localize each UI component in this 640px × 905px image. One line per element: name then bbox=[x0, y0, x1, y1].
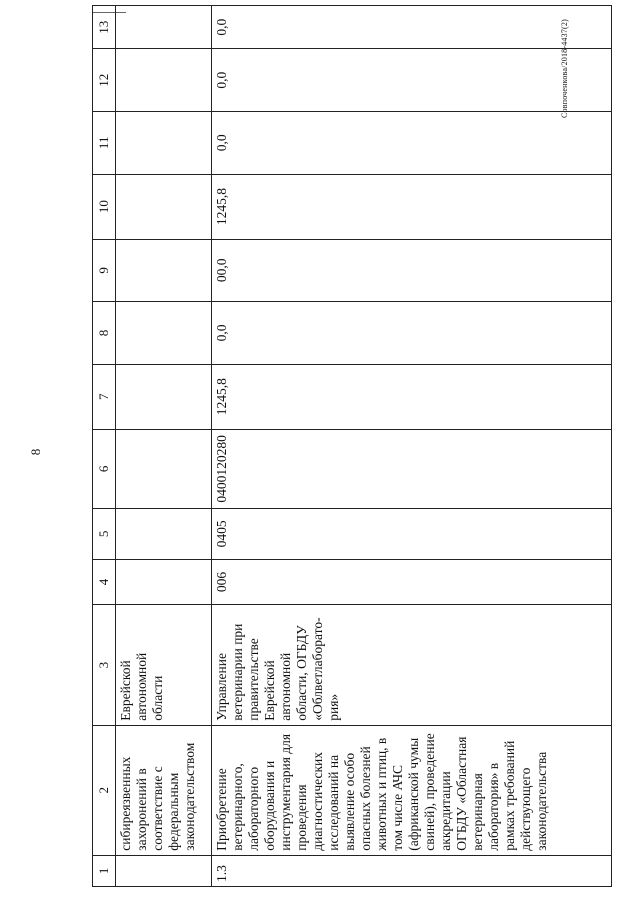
cell-value bbox=[116, 302, 212, 365]
table-row-1-3 bbox=[212, 6, 612, 887]
cell-csr: 0400120280 bbox=[212, 429, 612, 508]
cell-number: 1.3 bbox=[212, 855, 612, 886]
cell-responsible: Еврейской автономной области bbox=[116, 605, 212, 725]
cell-grbs: 006 bbox=[212, 559, 612, 605]
header-row bbox=[93, 6, 116, 887]
cell-value bbox=[116, 559, 212, 605]
col-header-6: 6 bbox=[93, 429, 116, 508]
col-header-7: 7 bbox=[93, 364, 116, 429]
col-header-3: 3 bbox=[93, 605, 116, 725]
cell-value-9: 00,0 bbox=[212, 239, 612, 302]
document-stamp: Совпоченкова/2018-4437(2) bbox=[560, 19, 569, 118]
cell-responsible: Управление ветеринарии при правительстве Еврейской автономной области, ОГБДУ «Облветлаборато-рия» bbox=[212, 605, 612, 725]
cell-value bbox=[116, 364, 212, 429]
cell-rzpr: 0405 bbox=[212, 509, 612, 560]
cell-value bbox=[116, 112, 212, 175]
cell-value bbox=[116, 49, 212, 112]
cell-description: Приобретение ветеринарного, лабораторного оборудования и инструментария для проведения диагностических исследований на выявление особо опасных болезней животных и птиц, в том числе АЧС (африканской чумы свиней), проведение аккредитации ОГБДУ «Областная ветеринарная лаборатория» в рамках требований действующего законодательства bbox=[212, 725, 612, 855]
cell-value bbox=[116, 6, 212, 49]
table-row-continuation bbox=[116, 6, 212, 887]
cell-value-8: 0,0 bbox=[212, 302, 612, 365]
cell-value-11: 0,0 bbox=[212, 112, 612, 175]
cell-description: сибиреязвенных захоронений в соответствие с федеральным законодательством bbox=[116, 725, 212, 855]
cell-total: 1245,8 bbox=[212, 364, 612, 429]
cell-value-10: 1245,8 bbox=[212, 174, 612, 239]
cell-value bbox=[116, 239, 212, 302]
col-header-11: 11 bbox=[93, 112, 116, 175]
cell-value-12: 0,0 bbox=[212, 49, 612, 112]
col-header-8: 8 bbox=[93, 302, 116, 365]
cell-value bbox=[116, 509, 212, 560]
col-header-12: 12 bbox=[93, 49, 116, 112]
col-header-10: 10 bbox=[93, 174, 116, 239]
col-header-4: 4 bbox=[93, 559, 116, 605]
cell-value bbox=[116, 174, 212, 239]
rotated-table-container bbox=[92, 5, 612, 887]
cell-value-13: 0,0 bbox=[212, 6, 612, 49]
col-header-1: 1 bbox=[93, 855, 116, 886]
col-header-2: 2 bbox=[93, 725, 116, 855]
budget-table bbox=[92, 5, 612, 887]
cell-value bbox=[116, 429, 212, 508]
cell-number bbox=[116, 855, 212, 886]
page-number: 8 bbox=[28, 448, 43, 456]
col-header-5: 5 bbox=[93, 509, 116, 560]
col-header-13: 13 bbox=[93, 6, 116, 49]
col-header-9: 9 bbox=[93, 239, 116, 302]
